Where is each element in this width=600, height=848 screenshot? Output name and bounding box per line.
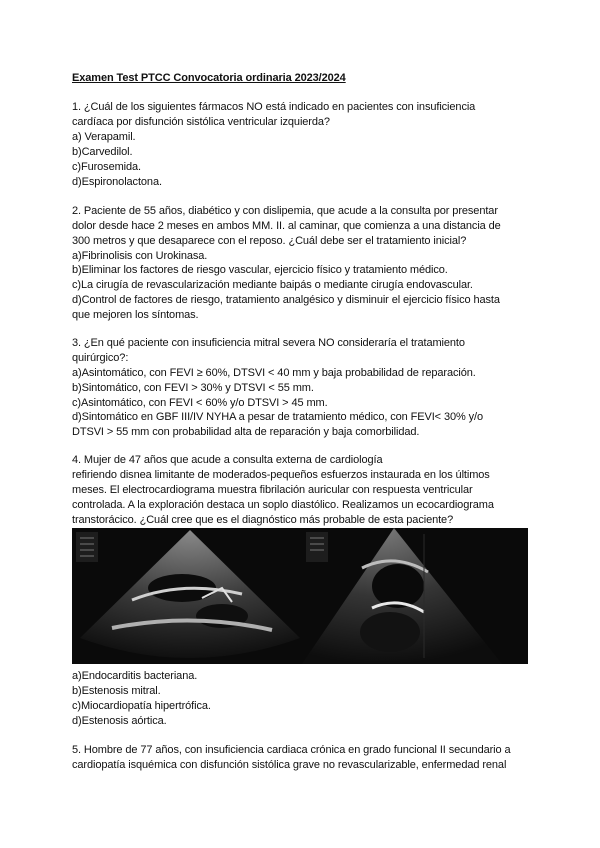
q3-stem-line: 3. ¿En qué paciente con insuficiencia mitral severa NO consideraría el tratamiento bbox=[72, 337, 465, 349]
q3-option-d-cont: DTSVI > 55 mm con probabilidad alta de reparación y baja comorbilidad. bbox=[72, 426, 420, 438]
q4-option-d: d)Estenosis aórtica. bbox=[72, 715, 167, 727]
q2-stem-line: 2. Paciente de 55 años, diabético y con dislipemia, que acude a la consulta por presentar bbox=[72, 205, 498, 217]
q4-stem-line: meses. El electrocardiograma muestra fibrilación auricular con respuesta ventricular bbox=[72, 484, 473, 496]
q1-option-a: a) Verapamil. bbox=[72, 131, 136, 143]
q1-option-c: c)Furosemida. bbox=[72, 161, 141, 173]
q1-stem-line: 1. ¿Cuál de los siguientes fármacos NO está indicado en pacientes con insuficiencia bbox=[72, 101, 476, 113]
q4-option-b: b)Estenosis mitral. bbox=[72, 685, 161, 697]
exam-title: Examen Test PTCC Convocatoria ordinaria 2023/2024 bbox=[72, 72, 346, 84]
echocardiogram-image-right bbox=[302, 528, 528, 664]
q2-option-b: b)Eliminar los factores de riesgo vascular, ejercicio físico y tratamiento médico. bbox=[72, 264, 448, 276]
q1-option-d: d)Espironolactona. bbox=[72, 176, 162, 188]
q2-option-a: a)Fibrinolisis con Urokinasa. bbox=[72, 250, 208, 262]
q2-stem-line: dolor desde hace 2 meses en ambos MM. II. al caminar, que comienza a una distancia de bbox=[72, 220, 501, 232]
q2-option-d: d)Control de factores de riesgo, tratamiento analgésico y disminuir el ejercicio físico hasta bbox=[72, 294, 500, 306]
q4-stem-line: transtorácico. ¿Cuál cree que es el diagnóstico más probable de esta paciente? bbox=[72, 514, 454, 526]
q4-stem-line: refiriendo disnea limitante de moderados-pequeños esfuerzos instaurada en los últimos bbox=[72, 469, 490, 481]
echocardiogram-image-left bbox=[72, 528, 302, 664]
q4-option-c: c)Miocardiopatía hipertrófica. bbox=[72, 700, 211, 712]
q2-option-d-cont: que mejoren los síntomas. bbox=[72, 309, 199, 321]
q4-stem-line: controlada. A la exploración destaca un soplo diastólico. Realizamos un ecocardiograma bbox=[72, 499, 494, 511]
q1-option-b: b)Carvedilol. bbox=[72, 146, 133, 158]
q5-stem-line: cardiopatía isquémica con disfunción sistólica grave no revascularizable, enfermedad renal bbox=[72, 759, 507, 771]
q2-option-c: c)La cirugía de revascularización mediante baipás o mediante cirugía endovascular. bbox=[72, 279, 473, 291]
q5-stem-line: 5. Hombre de 77 años, con insuficiencia cardiaca crónica en grado funcional II secundario a bbox=[72, 744, 511, 756]
q3-stem-line: quirúrgico?: bbox=[72, 352, 129, 364]
q4-stem-line: 4. Mujer de 47 años que acude a consulta externa de cardiología bbox=[72, 454, 383, 466]
q3-option-b: b)Sintomático, con FEVI > 30% y DTSVI < 55 mm. bbox=[72, 382, 314, 394]
q2-stem-line: 300 metros y que desaparece con el reposo. ¿Cuál debe ser el tratamiento inicial? bbox=[72, 235, 467, 247]
q3-option-d: d)Sintomático en GBF III/IV NYHA a pesar de tratamiento médico, con FEVI< 30% y/o bbox=[72, 411, 484, 423]
q1-stem-line: cardíaca por disfunción sistólica ventricular izquierda? bbox=[72, 116, 330, 128]
q4-option-a: a)Endocarditis bacteriana. bbox=[72, 670, 198, 682]
q3-option-c: c)Asintomático, con FEVI < 60% y/o DTSVI > 45 mm. bbox=[72, 397, 328, 409]
q3-option-a: a)Asintomático, con FEVI ≥ 60%, DTSVI < 40 mm y baja probabilidad de reparación. bbox=[72, 367, 476, 379]
